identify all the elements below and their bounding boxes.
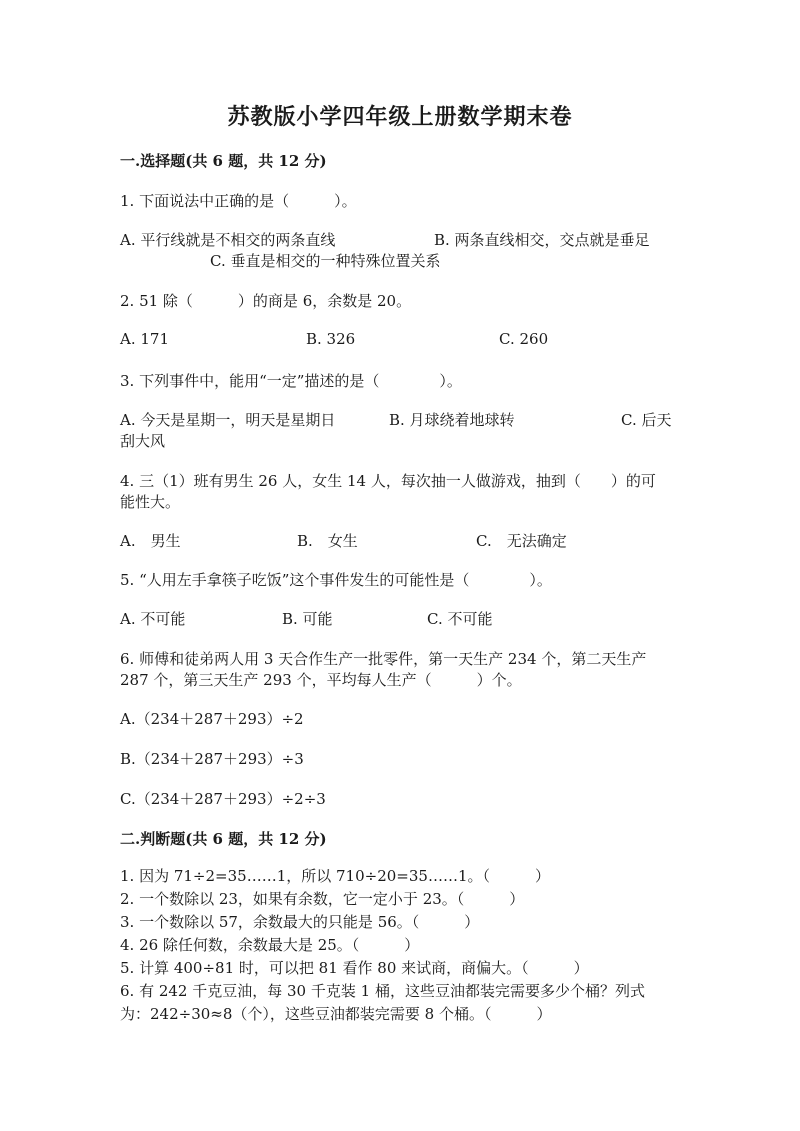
question-3-option-b: B. 月球绕着地球转 — [389, 411, 515, 429]
question-2-option-a: A. 171 — [120, 330, 169, 348]
question-6-option-b: B.（234＋287＋293）÷3 — [120, 750, 304, 768]
question-3-option-c: C. 后天 — [621, 411, 672, 429]
question-1-option-c: C. 垂直是相交的一种特殊位置关系 — [210, 252, 441, 270]
judgement-item-6-line2: 为：242÷30≈8（个），这些豆油都装完需要 8 个桶。（ ） — [120, 1005, 552, 1023]
question-1-option-b: B. 两条直线相交，交点就是垂足 — [434, 231, 650, 249]
judgement-item-5: 5. 计算 400÷81 时，可以把 81 看作 80 来试商，商偏大。（ ） — [120, 959, 589, 977]
question-5-option-a: A. 不可能 — [120, 610, 186, 628]
question-3-stem: 3. 下列事件中，能用“一定”描述的是（ ）。 — [120, 372, 462, 390]
question-4-option-c: C. 无法确定 — [476, 532, 567, 550]
question-3-option-c-continued: 刮大风 — [120, 432, 166, 450]
section-heading-judgement: 二.判断题(共 6 题，共 12 分) — [120, 830, 327, 848]
question-5-option-b: B. 可能 — [282, 610, 333, 628]
judgement-item-6-line1: 6. 有 242 千克豆油，每 30 千克装 1 桶，这些豆油都装完需要多少个桶？列式 — [120, 982, 645, 1000]
question-1-option-a: A. 平行线就是不相交的两条直线 — [120, 231, 336, 249]
judgement-item-2: 2. 一个数除以 23，如果有余数，它一定小于 23。（ ） — [120, 890, 525, 908]
question-1-stem: 1. 下面说法中正确的是（ ）。 — [120, 192, 357, 210]
question-2-stem: 2. 51 除（ ）的商是 6，余数是 20。 — [120, 292, 412, 310]
question-4-stem-line1: 4. 三（1）班有男生 26 人，女生 14 人，每次抽一人做游戏，抽到（ ）的可 — [120, 472, 656, 490]
question-6-stem-line1: 6. 师傅和徒弟两人用 3 天合作生产一批零件，第一天生产 234 个，第二天生产 — [120, 650, 647, 668]
section-heading-choice: 一.选择题(共 6 题，共 12 分) — [120, 152, 327, 170]
question-4-stem-line2: 能性大。 — [120, 493, 181, 511]
question-5-option-c: C. 不可能 — [427, 610, 493, 628]
question-6-option-a: A.（234＋287＋293）÷2 — [120, 710, 304, 728]
question-4-option-b: B. 女生 — [297, 532, 358, 550]
question-6-option-c: C.（234＋287＋293）÷2÷3 — [120, 790, 326, 808]
page-title: 苏教版小学四年级上册数学期末卷 — [227, 104, 573, 130]
judgement-item-3: 3. 一个数除以 57，余数最大的只能是 56。（ ） — [120, 913, 480, 931]
judgement-item-4: 4. 26 除任何数，余数最大是 25。（ ） — [120, 936, 420, 954]
question-2-option-b: B. 326 — [306, 330, 356, 348]
judgement-item-1: 1. 因为 71÷2=35……1，所以 710÷20=35……1。（ ） — [120, 867, 550, 885]
question-4-option-a: A. 男生 — [120, 532, 181, 550]
question-3-option-a: A. 今天是星期一，明天是星期日 — [120, 411, 336, 429]
question-6-stem-line2: 287 个，第三天生产 293 个，平均每人生产（ ）个。 — [120, 671, 522, 689]
question-5-stem: 5. “人用左手拿筷子吃饭”这个事件发生的可能性是（ ）。 — [120, 571, 552, 589]
question-2-option-c: C. 260 — [499, 330, 549, 348]
